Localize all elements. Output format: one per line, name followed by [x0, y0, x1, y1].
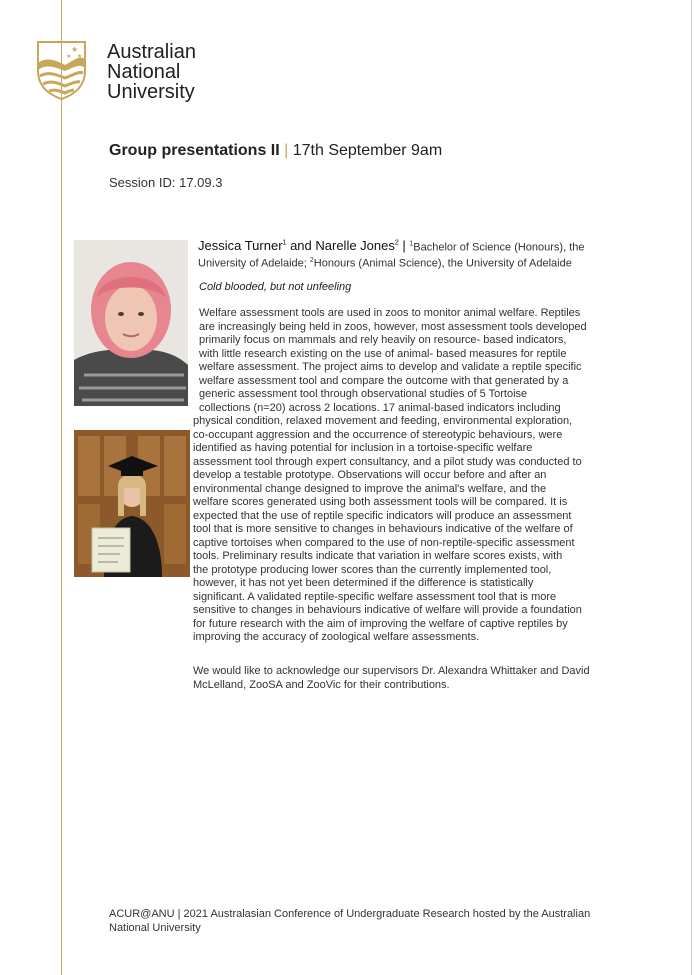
abstract-line: however, it has not yet been determined if the difference is statistically	[193, 577, 534, 589]
university-name	[107, 42, 196, 102]
affiliation-2: Honours (Animal Science), the University of Adelaide	[313, 257, 572, 270]
logo-line-1: Australian	[107, 41, 196, 63]
author-photo-narelle	[74, 430, 190, 577]
abstract-line: welfare assessment tool and compare the outcome with that generated by a	[199, 374, 569, 387]
page-title	[109, 142, 442, 160]
svg-text:★: ★	[77, 54, 83, 60]
abstract-line: with little research existing on the use of animal- based measures for reptile	[199, 347, 567, 360]
svg-text:★: ★	[71, 45, 79, 54]
author-separator: |	[398, 238, 410, 254]
page-edge	[691, 0, 692, 975]
abstract-line: the prototype producing lower scores than the currently implemented tool,	[193, 563, 552, 576]
affiliation-1-sup: 1	[409, 240, 414, 248]
abstract-line: for future research with the aim of improving the welfare of captive reptiles by	[193, 617, 568, 630]
svg-text:★: ★	[73, 59, 78, 65]
abstract-line: primarily focus on mammals and rely heavily on resource- based indicators,	[199, 334, 567, 346]
page-footer: ACUR@ANU | 2021 Australasian Conference of Undergraduate Research hosted by the Australian National University	[109, 908, 591, 934]
author-names	[198, 238, 409, 253]
abstract-line: sensitive to changes in behaviours indicative of welfare will provide a foundation	[193, 604, 582, 616]
abstract-line: significant. A validated reptile-specific welfare assessment tool that is more	[193, 590, 557, 603]
abstract-line: generic assessment tool through observational studies of 5 Tortoise	[199, 388, 528, 400]
abstract-line: co-occupant aggression and the occurrence of stereotypic behaviours, were	[193, 428, 563, 441]
margin-rule	[61, 0, 62, 975]
acknowledgement: We would like to acknowledge our supervisors Dr. Alexandra Whittaker and David McLelland, ZooSA and ZooVic for their contributions.	[193, 665, 590, 691]
svg-text:★: ★	[66, 54, 72, 60]
session-id: Session ID: 17.09.3	[109, 175, 223, 190]
affiliation-2-sup: 2	[309, 257, 314, 265]
abstract-line: Welfare assessment tools are used in zoos to monitor animal welfare. Reptiles	[199, 307, 581, 319]
abstract-line: assessment tool through expert consultancy, and a pilot study was conducted to	[193, 455, 582, 468]
abstract-line: expected that the use of reptile specific indicators will produce an assessment	[193, 509, 572, 522]
author-1: Jessica Turner	[198, 238, 283, 254]
abstract-line: are increasingly being held in zoos, however, most assessment tools developed	[199, 320, 587, 333]
affiliation-1: Bachelor of Science (Honours), the University of Adelaide;	[198, 241, 585, 270]
abstract-line: physical condition, relaxed movement and feeding, environmental exploration,	[193, 415, 573, 427]
abstract-line: tool that is more sensitive to changes in behaviours indicative of the welfare of	[193, 523, 573, 535]
anu-shield-icon	[37, 41, 86, 100]
author-photo-jessica	[74, 240, 188, 406]
title-separator: |	[279, 142, 293, 159]
logo-line-3: University	[107, 81, 195, 103]
abstract-line: welfare scores generated using both assessment tools will be compared. It is	[193, 496, 568, 508]
abstract-line: environmental change designed to improve the animal's welfare, and the	[193, 482, 547, 495]
anu-logo	[37, 41, 207, 103]
author-1-sup: 1	[282, 240, 287, 247]
abstract-line: welfare assessment. The project aims to develop and validate a reptile specific	[199, 361, 582, 373]
presentation-title: Cold blooded, but not unfeeling	[199, 281, 352, 293]
abstract-line: develop a testable prototype. Observations will occur before and after an	[193, 469, 547, 481]
author-line	[198, 237, 628, 271]
author-2-sup: 2	[394, 240, 399, 247]
abstract-line: tools. Preliminary results indicate that variation in welfare scores exists, with	[193, 550, 563, 562]
session-title: Group presentations II	[109, 142, 280, 159]
abstract-line: improving the accuracy of zoological welfare assessments.	[193, 631, 480, 643]
session-date: 17th September 9am	[292, 142, 443, 159]
author-and: and	[286, 238, 316, 254]
abstract-line: collections (n=20) across 2 locations. 17 animal-based indicators including	[199, 401, 561, 414]
abstract-line: identified as having potential for inclusion in a tortoise-specific welfare	[193, 442, 533, 454]
author-2: Narelle Jones	[315, 238, 395, 254]
logo-line-2: National	[107, 61, 181, 83]
abstract-line: captive tortoises when compared to the use of non-reptile-specific assessment	[193, 536, 575, 549]
